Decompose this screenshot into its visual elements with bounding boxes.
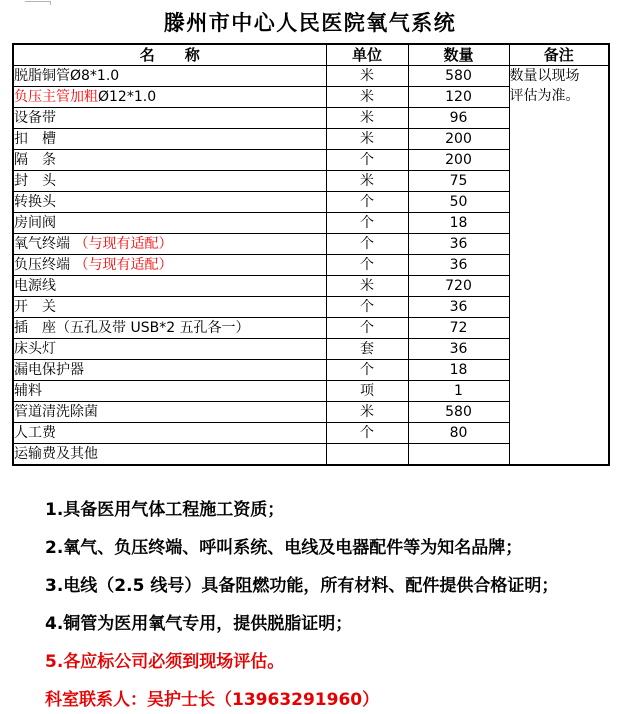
- item-name-red-segment: 负压主管加粗: [14, 89, 98, 105]
- note-line: 3.电线（2.5 线号）具备阻燃功能，所有材料、配件提供合格证明；: [45, 576, 559, 596]
- remark-line: 评估为准。: [509, 88, 580, 104]
- item-quantity-cell: 580: [408, 66, 509, 87]
- item-name-text: 封 头: [14, 173, 56, 189]
- item-unit-cell: 米: [326, 276, 408, 297]
- item-name-text: 漏电保护器: [14, 362, 84, 378]
- item-unit-cell: 个: [326, 423, 408, 444]
- item-quantity-cell: 200: [408, 150, 509, 171]
- item-name-cell: [13, 234, 326, 255]
- item-name-text: 扣 槽: [14, 131, 56, 147]
- item-name-text: 负压终端: [14, 257, 75, 273]
- item-unit-cell: 米: [326, 402, 408, 423]
- item-name-cell: [13, 339, 326, 360]
- item-name-text: 插 座（五孔及带 USB*2 五孔各一）: [14, 320, 250, 336]
- header-row: [13, 44, 609, 66]
- item-quantity-cell: 720: [408, 276, 509, 297]
- remark-line: 数量以现场: [509, 68, 580, 84]
- item-name-text: 设备带: [14, 110, 56, 126]
- item-name-text: 脱脂铜管Ø8*1.0: [14, 68, 120, 84]
- item-name-cell: [13, 129, 326, 150]
- item-unit-cell: 米: [326, 66, 408, 87]
- item-quantity-cell: 200: [408, 129, 509, 150]
- item-unit-cell: 套: [326, 339, 408, 360]
- remark-cell: [509, 66, 609, 466]
- item-name-text: 开 关: [14, 299, 56, 315]
- item-quantity-cell: 1: [408, 381, 509, 402]
- item-name-cell: [13, 192, 326, 213]
- items-table: [12, 43, 610, 466]
- item-unit-cell: 项: [326, 381, 408, 402]
- item-name-cell: [13, 108, 326, 129]
- item-name-red-segment: （与现有适配）: [74, 257, 173, 273]
- item-quantity-cell: 50: [408, 192, 509, 213]
- column-header-remark: 备注: [509, 44, 609, 66]
- item-quantity-cell: 72: [408, 318, 509, 339]
- item-unit-cell: 个: [326, 255, 408, 276]
- item-quantity-cell: [408, 444, 509, 466]
- item-name-cell: [13, 444, 326, 466]
- item-name-cell: [13, 360, 326, 381]
- column-header-quantity: 数量: [408, 44, 509, 66]
- items-table-body: [13, 66, 609, 466]
- item-quantity-cell: 120: [408, 87, 509, 108]
- notes-section: [45, 500, 605, 714]
- item-name-cell: [13, 66, 326, 87]
- item-quantity-cell: 80: [408, 423, 509, 444]
- item-name-cell: [13, 423, 326, 444]
- page-title: 滕州市中心人民医院氧气系统: [163, 10, 457, 35]
- item-name-text: 氧气终端: [14, 236, 75, 252]
- item-unit-cell: [326, 444, 408, 466]
- contact-line: 科室联系人：吴护士长（13963291960）: [45, 690, 380, 710]
- item-quantity-cell: 75: [408, 171, 509, 192]
- item-name-text: 隔 条: [14, 152, 56, 168]
- item-name-cell: [13, 318, 326, 339]
- items-table-header: [13, 44, 609, 66]
- item-name-text: 转换头: [14, 194, 56, 210]
- item-unit-cell: 个: [326, 150, 408, 171]
- item-unit-cell: 个: [326, 297, 408, 318]
- item-name-cell: [13, 381, 326, 402]
- item-name-text: Ø12*1.0: [98, 89, 157, 105]
- item-name-text: 管道清洗除菌: [14, 404, 98, 420]
- item-name-cell: [13, 255, 326, 276]
- item-unit-cell: 米: [326, 87, 408, 108]
- item-quantity-cell: 36: [408, 297, 509, 318]
- note-line: 1.具备医用气体工程施工资质；: [45, 500, 285, 520]
- item-quantity-cell: 580: [408, 402, 509, 423]
- item-quantity-cell: 36: [408, 339, 509, 360]
- item-name-text: 床头灯: [14, 341, 56, 357]
- item-unit-cell: 个: [326, 234, 408, 255]
- column-header-unit: 单位: [326, 44, 408, 66]
- item-unit-cell: 个: [326, 360, 408, 381]
- item-name-cell: [13, 402, 326, 423]
- item-unit-cell: 米: [326, 108, 408, 129]
- item-unit-cell: 米: [326, 129, 408, 150]
- table-row: [13, 66, 609, 87]
- item-quantity-cell: 18: [408, 213, 509, 234]
- note-line: 2.氧气、负压终端、呼叫系统、电线及电器配件等为知名品牌；: [45, 538, 523, 558]
- item-name-cell: [13, 276, 326, 297]
- item-name-text: 人工费: [14, 425, 56, 441]
- item-name-red-segment: （与现有适配）: [74, 236, 173, 252]
- ruler-artifact-tick: [50, 1, 51, 5]
- item-quantity-cell: 96: [408, 108, 509, 129]
- note-line: 4.铜管为医用氧气专用，提供脱脂证明；: [45, 614, 353, 634]
- item-name-cell: [13, 150, 326, 171]
- item-quantity-cell: 36: [408, 234, 509, 255]
- item-name-cell: [13, 213, 326, 234]
- item-name-cell: [13, 297, 326, 318]
- item-unit-cell: 米: [326, 171, 408, 192]
- item-quantity-cell: 18: [408, 360, 509, 381]
- item-name-text: 辅料: [14, 383, 42, 399]
- note-line: 5.各应标公司必须到现场评估。: [45, 652, 285, 672]
- item-unit-cell: 个: [326, 192, 408, 213]
- column-header-name: 名 称: [13, 44, 326, 66]
- item-name-cell: [13, 87, 326, 108]
- item-name-text: 房间阀: [14, 215, 56, 231]
- item-unit-cell: 个: [326, 318, 408, 339]
- item-unit-cell: 个: [326, 213, 408, 234]
- item-quantity-cell: 36: [408, 255, 509, 276]
- item-name-cell: [13, 171, 326, 192]
- item-name-text: 电源线: [14, 278, 56, 294]
- ruler-artifact-line: [25, 1, 51, 2]
- item-name-text: 运输费及其他: [14, 446, 98, 462]
